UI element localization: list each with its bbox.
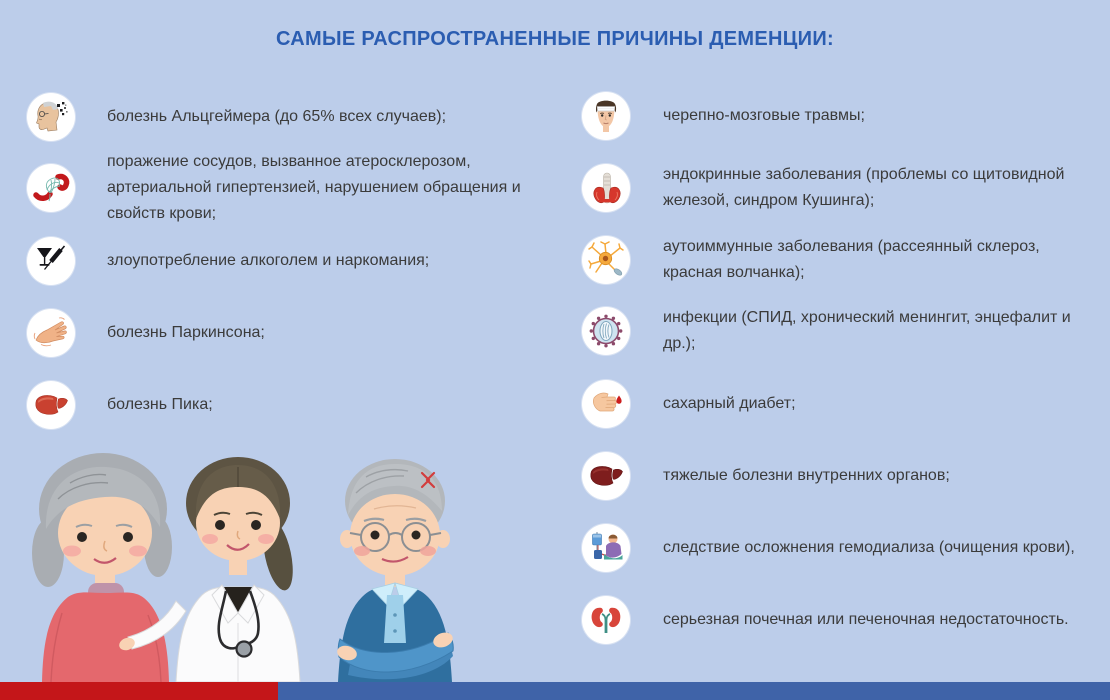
page-title: САМЫЕ РАСПРОСТРАНЕННЫЕ ПРИЧИНЫ ДЕМЕНЦИИ: bbox=[276, 28, 834, 50]
footer-blue-segment bbox=[278, 682, 1110, 700]
neuron-icon bbox=[582, 236, 630, 284]
cause-item-diabetes bbox=[582, 380, 1103, 428]
blood-vessels-icon bbox=[27, 164, 75, 212]
virus-icon bbox=[582, 307, 630, 355]
cause-text: инфекции (СПИД, хронический менингит, энцефалит и др.); bbox=[663, 309, 1071, 352]
cause-item-head-injury bbox=[582, 92, 1103, 140]
cause-text: тяжелые болезни внутренних органов; bbox=[663, 467, 950, 484]
cause-item-infections bbox=[582, 307, 1103, 355]
cause-item-internal-organs bbox=[582, 452, 1103, 500]
kidneys-icon bbox=[582, 596, 630, 644]
cause-item-hemodialysis bbox=[582, 524, 1103, 572]
finger-prick-icon bbox=[582, 380, 630, 428]
cause-item-endocrine bbox=[582, 164, 1103, 212]
cause-item-pick bbox=[27, 381, 537, 429]
cause-item-alzheimer bbox=[27, 93, 537, 141]
cause-text: болезнь Альцгеймера (до 65% всех случаев); bbox=[107, 108, 447, 125]
cause-text: следствие осложнения гемодиализа (очищения крови), bbox=[663, 539, 1075, 556]
dialysis-icon bbox=[582, 524, 630, 572]
alzheimer-head-icon bbox=[27, 93, 75, 141]
cause-text: злоупотребление алкоголем и наркомания; bbox=[107, 252, 430, 269]
footer-bar bbox=[0, 682, 1110, 700]
cause-item-renal-failure bbox=[582, 596, 1103, 644]
cause-text: эндокринные заболевания (проблемы со щитовидной железой, синдром Кушинга); bbox=[663, 166, 1065, 209]
trembling-hand-icon bbox=[27, 309, 75, 357]
cause-text: болезнь Пика; bbox=[107, 396, 213, 413]
cause-text: поражение сосудов, вызванное атеросклерозом, артериальной гипертензией, нарушением обращения и свойств крови; bbox=[107, 153, 521, 222]
alcohol-syringe-icon bbox=[27, 237, 75, 285]
cause-item-alcohol bbox=[27, 237, 537, 285]
cause-text: серьезная почечная или печеночная недостаточность. bbox=[663, 611, 1069, 628]
dark-liver-icon bbox=[582, 452, 630, 500]
footer-red-segment bbox=[0, 682, 278, 700]
cause-text: сахарный диабет; bbox=[663, 395, 796, 412]
cause-item-vascular bbox=[27, 153, 537, 222]
cause-item-parkinson bbox=[27, 309, 537, 357]
cause-text: черепно-мозговые травмы; bbox=[663, 107, 865, 124]
elderly-woman bbox=[32, 453, 172, 682]
cause-text: болезнь Паркинсона; bbox=[107, 324, 265, 341]
elderly-man bbox=[336, 459, 455, 682]
thyroid-icon bbox=[582, 164, 630, 212]
cause-text: аутоиммунные заболевания (рассеянный склероз, красная волчанка); bbox=[663, 238, 1040, 281]
elderly-couple-and-doctor-illustration bbox=[10, 443, 480, 682]
liver-icon bbox=[27, 381, 75, 429]
head-injury-icon bbox=[582, 92, 630, 140]
cause-item-autoimmune bbox=[582, 236, 1103, 284]
